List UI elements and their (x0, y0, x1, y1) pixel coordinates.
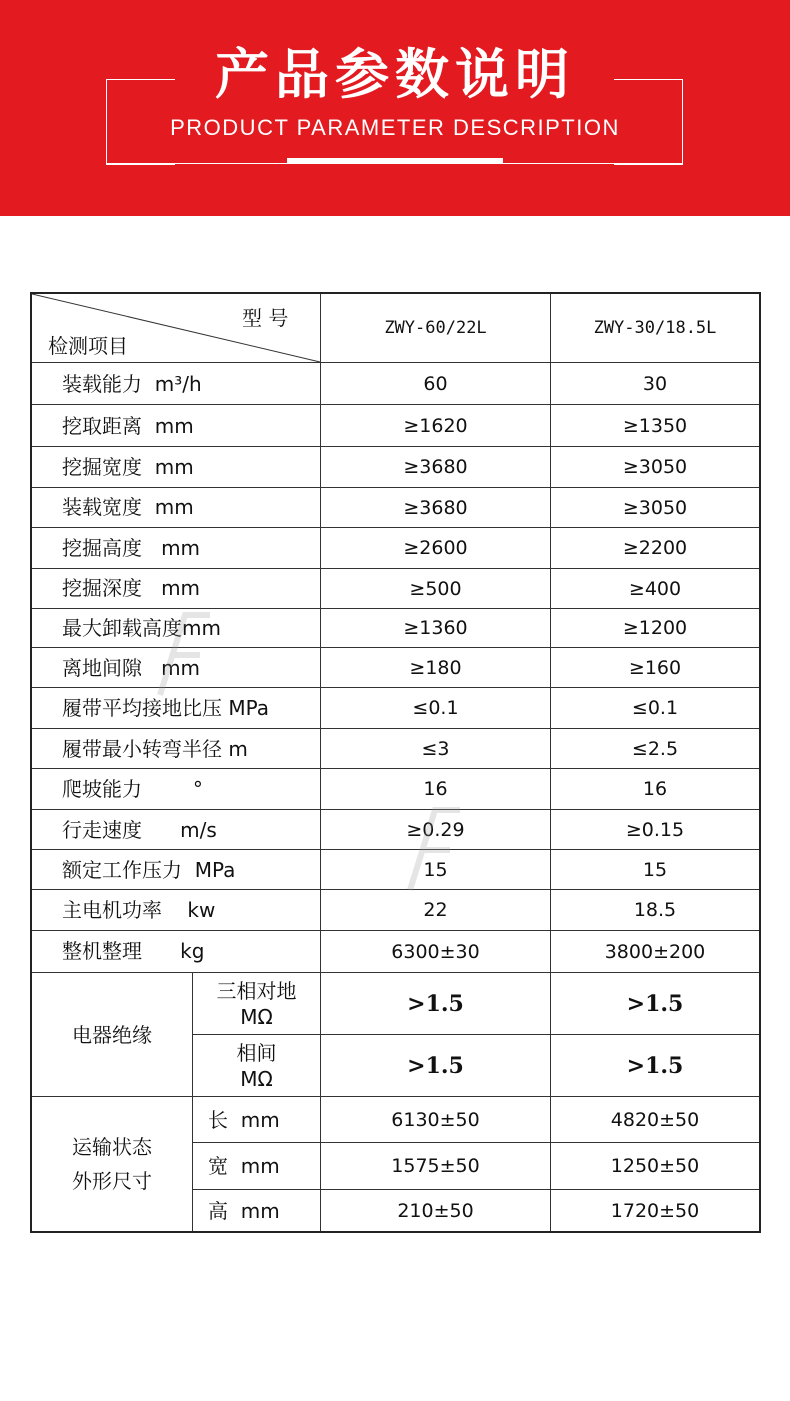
row-value: 30 (642, 372, 668, 395)
insulation-sub-1 (193, 973, 320, 1034)
transport-label-line1: 运输状态 (72, 1135, 152, 1159)
row-value: ≥1350 (622, 414, 688, 437)
row-value: 60 (423, 372, 448, 395)
row-value: ≥1200 (622, 617, 688, 639)
row-label: 装载宽度 mm (62, 495, 194, 519)
row-label: 挖掘宽度 mm (62, 455, 194, 479)
insulation-value: >1.5 (407, 1052, 464, 1079)
insulation-value: >1.5 (626, 1052, 684, 1079)
corner-item-label: 检测项目 (48, 334, 128, 358)
transport-value: 6130±50 (391, 1108, 480, 1131)
row-label: 装载能力 m³/h (62, 372, 202, 396)
row-value: ≥3680 (403, 496, 468, 519)
row-value: ≥400 (628, 577, 682, 600)
watermark-mark (390, 790, 480, 910)
insulation-value: >1.5 (626, 990, 684, 1017)
row-label: 最大卸载高度mm (62, 616, 221, 640)
insulation-sub-2 (193, 1035, 320, 1096)
row-label: 额定工作压力 MPa (62, 858, 236, 882)
insulation-value: >1.5 (407, 990, 464, 1017)
transport-sub-name: 宽 mm (208, 1154, 280, 1178)
row-value: 16 (423, 778, 448, 800)
transport-value: 4820±50 (610, 1108, 700, 1131)
page-subtitle: PRODUCT PARAMETER DESCRIPTION (170, 115, 620, 140)
transport-value: 1720±50 (610, 1199, 700, 1222)
insulation-sub-unit: MΩ (240, 1066, 273, 1091)
row-label: 整机整理 kg (62, 939, 205, 963)
row-value: 6300±30 (391, 940, 480, 963)
transport-label-line2: 外形尺寸 (72, 1169, 152, 1193)
row-label: 挖取距离 mm (62, 414, 194, 438)
row-value: ≤0.1 (631, 697, 679, 719)
transport-value: 1250±50 (610, 1155, 700, 1177)
row-value: ≥1620 (403, 414, 468, 437)
page-title: 产品参数说明 (215, 43, 575, 106)
row-value: ≥3050 (622, 496, 688, 519)
row-value: ≥500 (409, 577, 462, 600)
row-value: ≤3 (421, 737, 450, 760)
row-label: 挖掘高度 mm (62, 536, 201, 560)
row-label: 爬坡能力 ° (62, 777, 203, 801)
transport-label (32, 1097, 192, 1231)
insulation-sub-unit: MΩ (240, 1004, 273, 1029)
row-value: ≥1360 (403, 617, 468, 639)
row-value: ≥2200 (622, 537, 688, 559)
row-value: 18.5 (633, 899, 677, 921)
corner-model-label: 型 号 (242, 306, 289, 330)
row-value: ≥0.15 (625, 818, 685, 841)
insulation-sub-name: 三相对地 (216, 978, 297, 1003)
transport-value: 1575±50 (391, 1155, 480, 1177)
row-value: 15 (642, 858, 668, 881)
insulation-sub-name: 相间 (236, 1040, 277, 1065)
model-header-2: ZWY-30/18.5L (593, 318, 717, 338)
row-value: 15 (423, 858, 448, 881)
transport-value: 210±50 (397, 1199, 474, 1222)
row-label: 履带最小转弯半径 m (62, 737, 248, 761)
row-value: ≥160 (628, 656, 682, 679)
title-underline (287, 158, 503, 164)
row-value: 3800±200 (604, 940, 706, 963)
row-label: 行走速度 m/s (62, 818, 217, 842)
watermark-mark (140, 595, 230, 715)
model-header-1: ZWY-60/22L (384, 318, 487, 338)
row-value: 16 (642, 778, 668, 800)
row-value: ≥180 (409, 656, 462, 679)
row-label: 主电机功率 kw (62, 898, 216, 922)
transport-sub-name: 长 mm (208, 1108, 280, 1132)
row-value: ≥2600 (403, 537, 468, 559)
row-value: ≥0.29 (406, 818, 465, 841)
row-value: ≥3680 (403, 456, 468, 478)
parameter-table (30, 292, 761, 1233)
header-banner (0, 0, 790, 216)
row-value: ≥3050 (622, 456, 688, 478)
transport-sub-name: 高 mm (208, 1199, 280, 1223)
row-value: 22 (423, 899, 448, 921)
row-label: 履带平均接地比压 MPa (62, 696, 270, 720)
row-label: 挖掘深度 mm (62, 576, 201, 600)
row-value: ≤2.5 (631, 737, 679, 760)
row-label: 离地间隙 mm (62, 656, 201, 680)
insulation-label: 电器绝缘 (72, 1022, 152, 1047)
row-value: ≤0.1 (412, 697, 459, 719)
